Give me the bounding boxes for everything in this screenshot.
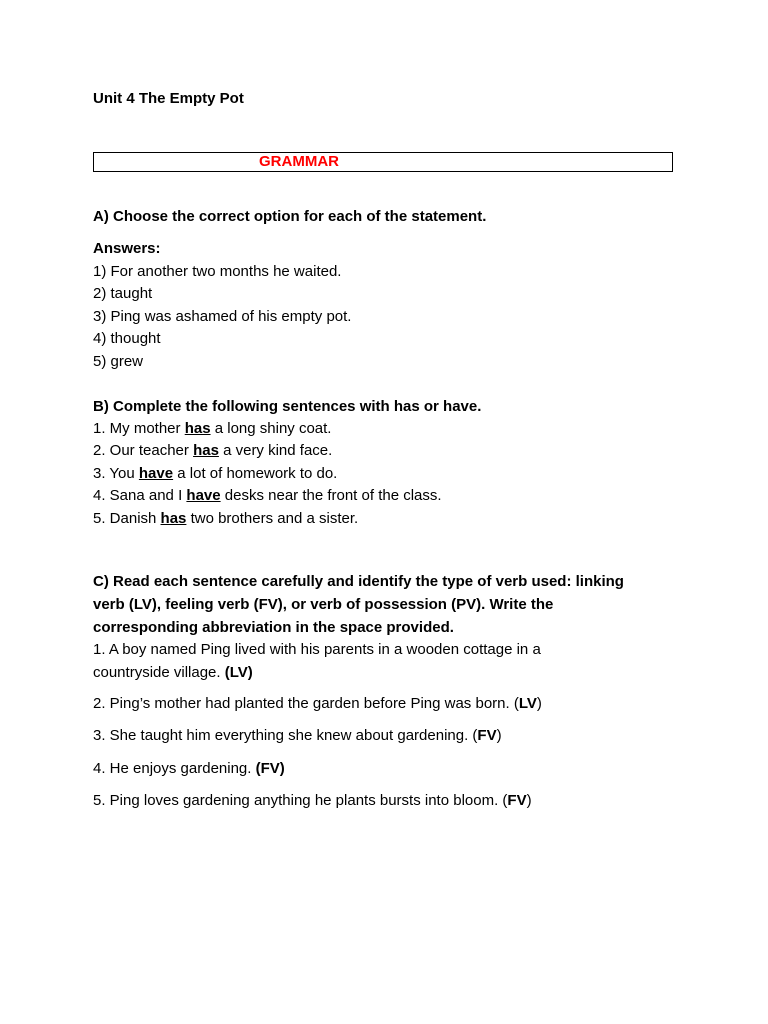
- grammar-header-box: [93, 152, 673, 172]
- verb-answer: FV: [507, 792, 527, 809]
- document-title: Unit 4 The Empty Pot: [93, 90, 244, 107]
- section-c-item-5: [93, 792, 532, 810]
- section-b-item-1: [93, 420, 331, 438]
- sentence-end: a long shiny coat.: [210, 420, 332, 437]
- section-a-answer-1: 1) For another two months he waited.: [93, 263, 342, 280]
- section-b-item-4: [93, 487, 442, 505]
- closing-paren: ): [526, 792, 532, 809]
- sentence-text: 3. She taught him everything she knew about gardening. (: [93, 727, 478, 744]
- sentence-start: 4. Sana and I: [93, 487, 187, 504]
- sentence-end: desks near the front of the class.: [220, 487, 442, 504]
- section-c-item-2: [93, 695, 542, 713]
- sentence-text: countryside village.: [93, 664, 225, 681]
- sentence-start: 5. Danish: [93, 510, 161, 527]
- closing-paren: ): [536, 695, 542, 712]
- section-a-answer-2: 2) taught: [93, 285, 153, 302]
- section-c-item-3: [93, 727, 502, 745]
- section-b-item-2: [93, 442, 332, 460]
- sentence-start: 2. Our teacher: [93, 442, 194, 459]
- section-c-heading-line-2: verb (LV), feeling verb (FV), or verb of possession (PV). Write the: [93, 596, 554, 613]
- section-c-item-1-line-1: 1. A boy named Ping lived with his parents in a wooden cottage in a: [93, 641, 541, 658]
- sentence-end: a lot of homework to do.: [173, 465, 338, 482]
- section-c-heading-line-3: corresponding abbreviation in the space provided.: [93, 619, 454, 636]
- section-c-item-1-line-2: [93, 664, 253, 682]
- grammar-label: GRAMMAR: [259, 153, 339, 170]
- section-c-heading-line-1: C) Read each sentence carefully and identify the type of verb used: linking: [93, 573, 624, 590]
- sentence-text: 5. Ping loves gardening anything he plants bursts into bloom. (: [93, 792, 508, 809]
- section-a-answer-4: 4) thought: [93, 330, 161, 347]
- answer-word: has: [193, 442, 219, 459]
- answers-label: Answers:: [93, 240, 161, 257]
- closing-paren: ): [496, 727, 502, 744]
- section-a-answer-3: 3) Ping was ashamed of his empty pot.: [93, 308, 352, 325]
- section-c-item-4: [93, 760, 285, 778]
- section-a-answer-5: 5) grew: [93, 353, 144, 370]
- sentence-start: 1. My mother: [93, 420, 185, 437]
- sentence-text: 2. Ping’s mother had planted the garden before Ping was born. (: [93, 695, 519, 712]
- section-a-heading: A) Choose the correct option for each of the statement.: [93, 208, 487, 225]
- answer-word: has: [160, 510, 187, 527]
- verb-answer: LV: [518, 695, 537, 712]
- answer-word: have: [138, 465, 174, 482]
- answer-word: has: [184, 420, 211, 437]
- section-b-item-3: [93, 465, 337, 483]
- answer-word: have: [186, 487, 221, 504]
- sentence-start: 3. You: [93, 465, 139, 482]
- sentence-end: a very kind face.: [218, 442, 333, 459]
- verb-answer: (FV): [255, 760, 285, 777]
- verb-answer: (LV): [224, 664, 253, 681]
- section-b-heading: B) Complete the following sentences with has or have.: [93, 398, 482, 415]
- sentence-end: two brothers and a sister.: [186, 510, 359, 527]
- section-b-item-5: [93, 510, 358, 528]
- sentence-text: 4. He enjoys gardening.: [93, 760, 256, 777]
- verb-answer: FV: [477, 727, 497, 744]
